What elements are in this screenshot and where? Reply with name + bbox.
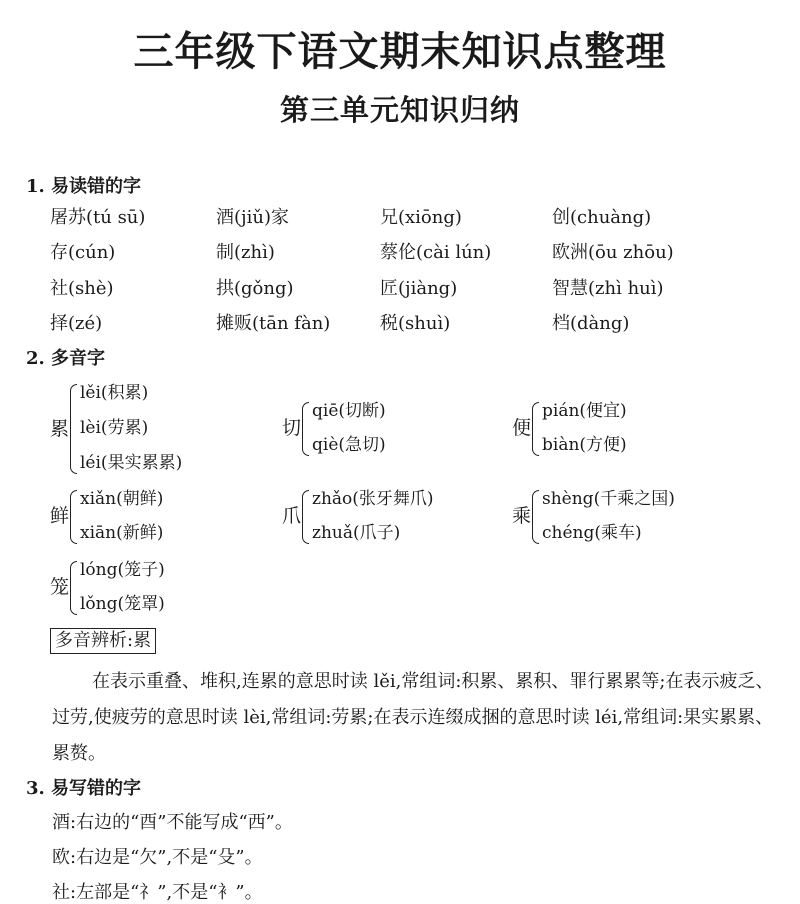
word-item: 欧洲(ōu zhōu) bbox=[552, 242, 674, 263]
polyphone-reading: qiè(急切) bbox=[312, 435, 386, 455]
polyphone-reading: xiǎn(朝鲜) bbox=[80, 489, 164, 509]
brace bbox=[532, 490, 539, 544]
brace bbox=[302, 490, 309, 544]
section-2-heading: 2. 多音字 bbox=[26, 348, 106, 369]
brace bbox=[70, 561, 77, 615]
word-item: 择(zé) bbox=[50, 313, 103, 334]
writing-note: 酒:右边的“酉”不能写成“西”。 bbox=[52, 812, 293, 833]
analysis-label-box: 多音辨析:累 bbox=[50, 628, 156, 654]
polyphone-reading: pián(便宜) bbox=[542, 401, 627, 421]
word-item: 税(shuì) bbox=[380, 313, 451, 334]
word-item: 存(cún) bbox=[50, 242, 116, 263]
word-item: 酒(jiǔ)家 bbox=[216, 207, 289, 228]
polyphone-char: 笼 bbox=[50, 576, 70, 598]
page-title: 三年级下语文期末知识点整理 bbox=[133, 29, 667, 75]
brace bbox=[70, 490, 77, 544]
polyphone-reading: xiān(新鲜) bbox=[80, 523, 164, 543]
brace bbox=[302, 402, 309, 456]
word-item: 社(shè) bbox=[50, 278, 114, 299]
polyphone-reading: lěi(积累) bbox=[80, 383, 149, 403]
word-item: 兄(xiōng) bbox=[380, 207, 462, 228]
writing-note: 欧:右边是“欠”,不是“殳”。 bbox=[52, 847, 263, 868]
polyphone-reading: lóng(笼子) bbox=[80, 560, 165, 580]
polyphone-char: 爪 bbox=[282, 505, 302, 527]
polyphone-char: 便 bbox=[512, 417, 532, 439]
word-item: 拱(gǒng) bbox=[216, 278, 294, 299]
analysis-paragraph: 在表示重叠、堆积,连累的意思时读 lěi,常组词:积累、累积、罪行累累等;在表示疲乏、过劳,使疲劳的意思时读 lèi,常组词:劳累;在表示连缀成捆的意思时读 léi,常组词:果实累累、累赘。 bbox=[52, 671, 774, 764]
word-item: 匠(jiàng) bbox=[380, 278, 458, 299]
writing-note: 社:左部是“礻”,不是“衤”。 bbox=[52, 882, 263, 903]
polyphone-char: 鲜 bbox=[50, 505, 70, 527]
polyphone-reading: biàn(方便) bbox=[542, 435, 627, 455]
polyphone-reading: lèi(劳累) bbox=[80, 418, 149, 438]
brace bbox=[532, 402, 539, 456]
polyphone-char: 乘 bbox=[512, 505, 532, 527]
word-item: 档(dàng) bbox=[552, 313, 630, 334]
polyphone-reading: qiē(切断) bbox=[312, 401, 386, 421]
polyphone-char: 切 bbox=[282, 417, 302, 439]
word-item: 制(zhì) bbox=[216, 242, 275, 263]
word-item: 创(chuàng) bbox=[552, 207, 652, 228]
word-item: 屠苏(tú sū) bbox=[50, 207, 146, 228]
brace bbox=[70, 384, 77, 474]
unit-subtitle: 第三单元知识归纳 bbox=[279, 93, 520, 127]
polyphone-reading: zhǎo(张牙舞爪) bbox=[312, 489, 434, 509]
word-item: 摊贩(tān fàn) bbox=[216, 313, 331, 334]
polyphone-reading: léi(果实累累) bbox=[80, 453, 183, 473]
polyphone-char: 累 bbox=[50, 418, 70, 440]
polyphone-reading: zhuǎ(爪子) bbox=[312, 523, 401, 543]
polyphone-reading: chéng(乘车) bbox=[542, 523, 642, 543]
polyphone-reading: shèng(千乘之国) bbox=[542, 489, 675, 509]
section-3-heading: 3. 易写错的字 bbox=[26, 778, 142, 799]
word-item: 蔡伦(cài lún) bbox=[380, 242, 492, 263]
word-item: 智慧(zhì huì) bbox=[552, 278, 664, 299]
polyphone-reading: lǒng(笼罩) bbox=[80, 594, 165, 614]
section-1-heading: 1. 易读错的字 bbox=[26, 176, 142, 197]
